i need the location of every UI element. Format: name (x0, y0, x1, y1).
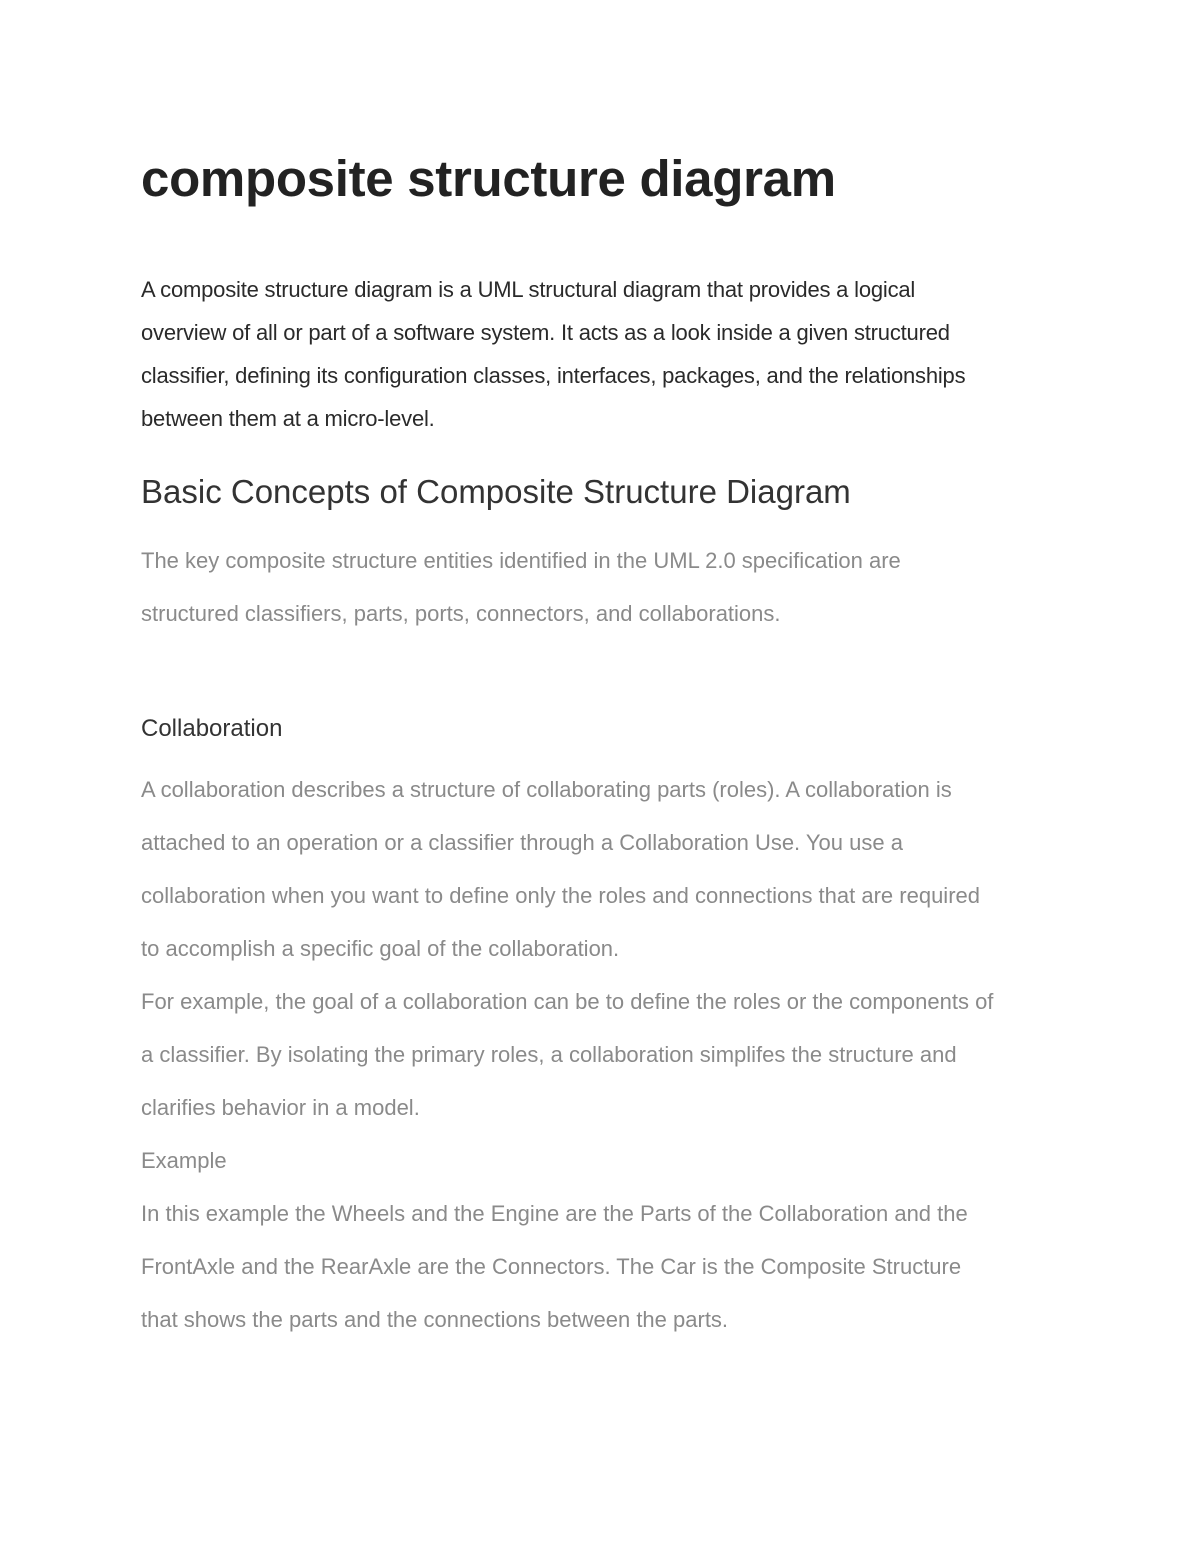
collaboration-line: that shows the parts and the connections between the parts. (141, 1307, 729, 1332)
section-intro-paragraph (141, 534, 1071, 640)
collaboration-line: collaboration when you want to define only the roles and connections that are required (141, 883, 980, 908)
intro-line: between them at a micro-level. (141, 406, 435, 431)
collaboration-line: a classifier. By isolating the primary roles, a collaboration simplifes the structure and (141, 1042, 957, 1067)
intro-line: classifier, defining its configuration classes, interfaces, packages, and the relationships (141, 363, 966, 388)
section-heading: Basic Concepts of Composite Structure Diagram (141, 473, 851, 510)
collaboration-line: For example, the goal of a collaboration can be to define the roles or the components of (141, 989, 994, 1014)
section-intro-line: structured classifiers, parts, ports, connectors, and collaborations. (141, 601, 781, 626)
intro-line: overview of all or part of a software system. It acts as a look inside a given structured (141, 320, 950, 345)
collaboration-line: In this example the Wheels and the Engine are the Parts of the Collaboration and the (141, 1201, 968, 1226)
document-title: composite structure diagram (141, 150, 836, 207)
section-intro-line: The key composite structure entities identified in the UML 2.0 specification are (141, 548, 901, 573)
collaboration-line: to accomplish a specific goal of the collaboration. (141, 936, 620, 961)
intro-paragraph (141, 268, 1071, 440)
collaboration-line: FrontAxle and the RearAxle are the Connectors. The Car is the Composite Structure (141, 1254, 962, 1279)
example-label: Example (141, 1148, 227, 1173)
collaboration-line: attached to an operation or a classifier through a Collaboration Use. You use a (141, 830, 903, 855)
intro-line: A composite structure diagram is a UML structural diagram that provides a logical (141, 277, 916, 302)
collaboration-line: clarifies behavior in a model. (141, 1095, 420, 1120)
collaboration-paragraph (141, 763, 1071, 1346)
collaboration-line: A collaboration describes a structure of collaborating parts (roles). A collaboration is (141, 777, 952, 802)
subsection-heading: Collaboration (141, 715, 283, 742)
